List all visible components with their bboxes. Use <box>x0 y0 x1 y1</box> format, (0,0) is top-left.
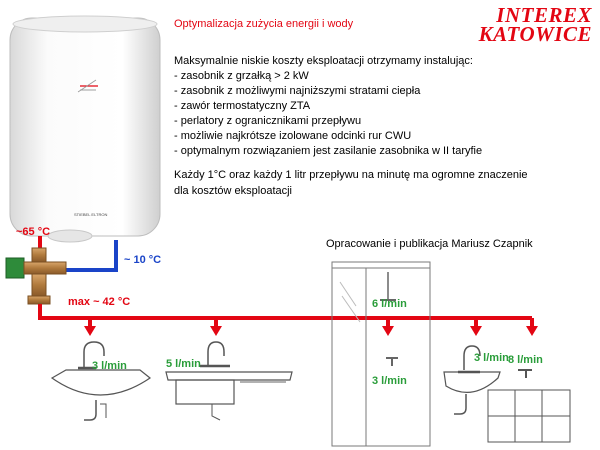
logo-line-2: KATOWICE <box>478 22 592 46</box>
list-item: - możliwie najkrótsze izolowane odcinki rur CWU <box>174 130 412 142</box>
sink-2 <box>166 342 292 420</box>
page-title: Optymalizacja zużycia energii i wody <box>174 18 354 30</box>
list-item: - zawór termostatyczny ZTA <box>174 100 311 112</box>
mixed-temp-label: max ~ 42 °C <box>68 296 131 308</box>
sink-1 <box>52 342 150 420</box>
company-logo <box>478 3 592 46</box>
logo-line-1: INTEREX <box>496 3 592 27</box>
list-item: - zasobnik z możliwymi najniższymi stratami ciepła <box>174 85 421 97</box>
cost-note <box>174 167 528 199</box>
hot-temp-label: ~65 °C <box>16 226 51 238</box>
flow-label-shower-tap: 3 l/min <box>372 375 407 387</box>
cold-water-pipe <box>60 240 116 270</box>
requirements-list <box>174 54 482 159</box>
flow-label-sink-1: 3 l/min <box>92 360 127 372</box>
bathtub <box>488 370 570 442</box>
branch-arrows <box>84 318 538 336</box>
list-item: - perlatory z ogranicznikami przepływu <box>174 115 362 127</box>
intro-text: Maksymalnie niskie koszty eksploatacji otrzymamy instalując: <box>174 55 473 67</box>
flow-label-tub: 8 l/min <box>508 354 543 366</box>
thermostatic-valve <box>6 248 66 304</box>
heater-brand: STIEBEL ELTRON <box>74 212 108 217</box>
flow-label-basin: 3 l/min <box>474 352 509 364</box>
cost-note-line-2: dla kosztów eksploatacji <box>174 185 293 197</box>
author-credit: Opracowanie i publikacja Mariusz Czapnik <box>326 238 533 250</box>
cost-note-line-1: Każdy 1°C oraz każdy 1 litr przepływu na minutę ma ogromne znaczenie <box>174 169 528 181</box>
cold-temp-label: ~ 10 °C <box>124 254 162 266</box>
shower-cabin <box>332 262 430 446</box>
list-item: - optymalnym rozwiązaniem jest zasilanie zasobnika w II taryfie <box>174 145 483 157</box>
water-heater <box>10 16 160 242</box>
list-item: - zasobnik z grzałką > 2 kW <box>174 70 309 82</box>
flow-label-shower-head: 6 l/min <box>372 298 407 310</box>
flow-label-sink-2: 5 l/min <box>166 358 201 370</box>
